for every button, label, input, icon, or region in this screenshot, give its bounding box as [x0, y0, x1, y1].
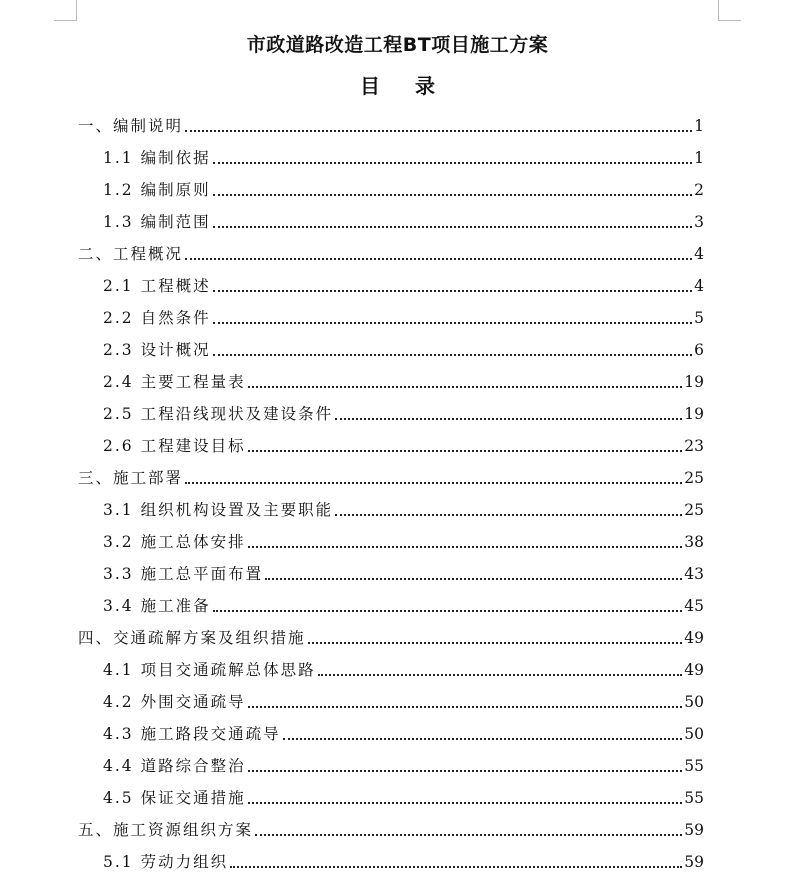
toc-dot-leader — [255, 833, 682, 836]
toc-page-number: 25 — [684, 469, 704, 487]
toc-dot-leader — [213, 353, 693, 356]
toc-entry[interactable] — [103, 302, 704, 334]
toc-entry-text: 3.3 施工总平面布置 — [103, 565, 264, 583]
toc-entry[interactable] — [103, 494, 704, 526]
toc-entry-text: 1.2 编制原则 — [103, 181, 211, 199]
toc-dot-leader — [335, 417, 682, 420]
toc-dot-leader — [248, 449, 683, 452]
page-corner-mark-left — [54, 0, 77, 21]
toc-entry[interactable] — [103, 366, 704, 398]
toc-dot-leader — [213, 193, 693, 196]
toc-entry-text: 2.6 工程建设目标 — [103, 437, 246, 455]
toc-dot-leader — [230, 865, 682, 868]
toc-entry-text: 1.1 编制依据 — [103, 149, 211, 167]
toc-page-number: 19 — [684, 405, 704, 423]
toc-entry[interactable] — [103, 558, 704, 590]
toc-page-number: 4 — [694, 245, 704, 263]
toc-entry[interactable] — [103, 654, 704, 686]
toc-entry-text: 一、编制说明 — [78, 117, 184, 135]
toc-page-number: 55 — [684, 757, 704, 775]
toc-page-number: 43 — [684, 565, 704, 583]
toc-dot-leader — [185, 257, 692, 260]
toc-dot-leader — [185, 129, 692, 132]
toc-page-number: 23 — [684, 437, 704, 455]
toc-page-number: 4 — [694, 277, 704, 295]
toc-entry[interactable] — [78, 238, 704, 270]
toc-page-number: 59 — [684, 853, 704, 871]
toc-entry-text: 4.4 道路综合整治 — [103, 757, 246, 775]
toc-dot-leader — [185, 481, 682, 484]
toc-dot-leader — [248, 801, 683, 804]
toc-page-number: 1 — [694, 149, 704, 167]
toc-dot-leader — [308, 641, 683, 644]
toc-entry-text: 2.2 自然条件 — [103, 309, 211, 327]
toc-entry-text: 4.5 保证交通措施 — [103, 789, 246, 807]
toc-page-number: 19 — [684, 373, 704, 391]
toc-entry[interactable] — [78, 814, 704, 846]
toc-entry-text: 四、交通疏解方案及组织措施 — [78, 629, 306, 647]
toc-dot-leader — [248, 705, 683, 708]
toc-dot-leader — [318, 673, 683, 676]
toc-page-number: 49 — [684, 629, 704, 647]
toc-page-number: 3 — [694, 213, 704, 231]
toc-page-number: 50 — [684, 693, 704, 711]
toc-dot-leader — [213, 161, 693, 164]
toc-dot-leader — [248, 545, 683, 548]
toc-entry-text: 2.4 主要工程量表 — [103, 373, 246, 391]
toc-entry-text: 4.3 施工路段交通疏导 — [103, 725, 281, 743]
toc-dot-leader — [265, 577, 682, 580]
toc-entry[interactable] — [103, 846, 704, 878]
toc-entry[interactable] — [103, 590, 704, 622]
toc-entry-text: 2.3 设计概况 — [103, 341, 211, 359]
toc-dot-leader — [248, 385, 683, 388]
toc-entry-text: 5.1 劳动力组织 — [103, 853, 229, 871]
toc-dot-leader — [213, 609, 683, 612]
toc-page-number: 2 — [694, 181, 704, 199]
toc-entry-text: 二、工程概况 — [78, 245, 184, 263]
toc-entry[interactable] — [78, 462, 704, 494]
toc-dot-leader — [335, 513, 682, 516]
toc-page-number: 45 — [684, 597, 704, 615]
toc-entry-text: 3.4 施工准备 — [103, 597, 211, 615]
page-corner-mark-right — [718, 0, 741, 21]
toc-page-number: 49 — [684, 661, 704, 679]
document-title: 市政道路改造工程BT项目施工方案 — [246, 34, 549, 56]
toc-entry-text: 2.5 工程沿线现状及建设条件 — [103, 405, 334, 423]
toc-page-number: 25 — [684, 501, 704, 519]
toc-entry[interactable] — [103, 270, 704, 302]
toc-entry[interactable] — [103, 526, 704, 558]
toc-entry[interactable] — [78, 110, 704, 142]
toc-entry[interactable] — [103, 718, 704, 750]
toc-entry[interactable] — [103, 142, 704, 174]
toc-dot-leader — [213, 289, 693, 292]
toc-page-number: 55 — [684, 789, 704, 807]
toc-dot-leader — [283, 737, 683, 740]
toc-entry-text: 3.1 组织机构设置及主要职能 — [103, 501, 334, 519]
toc-entry-text: 4.1 项目交通疏解总体思路 — [103, 661, 316, 679]
toc-entry-text: 4.2 外围交通疏导 — [103, 693, 246, 711]
toc-page-number: 6 — [694, 341, 704, 359]
toc-entry-text: 3.2 施工总体安排 — [103, 533, 246, 551]
toc-page-number: 1 — [694, 117, 704, 135]
toc-page-number: 50 — [684, 725, 704, 743]
toc-entry[interactable] — [103, 398, 704, 430]
toc-page-number: 59 — [684, 821, 704, 839]
toc-entry[interactable] — [103, 206, 704, 238]
toc-dot-leader — [248, 769, 683, 772]
toc-heading: 目 录 — [360, 74, 449, 98]
toc-entry[interactable] — [78, 622, 704, 654]
toc-dot-leader — [213, 321, 693, 324]
toc-entry[interactable] — [103, 686, 704, 718]
toc-entry[interactable] — [103, 334, 704, 366]
toc-page-number: 5 — [694, 309, 704, 327]
toc-entry-text: 三、施工部署 — [78, 469, 184, 487]
toc-page-number: 38 — [684, 533, 704, 551]
toc-entry[interactable] — [103, 750, 704, 782]
toc-entry[interactable] — [103, 782, 704, 814]
toc-entry-text: 2.1 工程概述 — [103, 277, 211, 295]
toc-entry-text: 1.3 编制范围 — [103, 213, 211, 231]
toc-entry[interactable] — [103, 430, 704, 462]
toc-entry[interactable] — [103, 174, 704, 206]
toc-dot-leader — [213, 225, 693, 228]
toc-entry-text: 五、施工资源组织方案 — [78, 821, 254, 839]
